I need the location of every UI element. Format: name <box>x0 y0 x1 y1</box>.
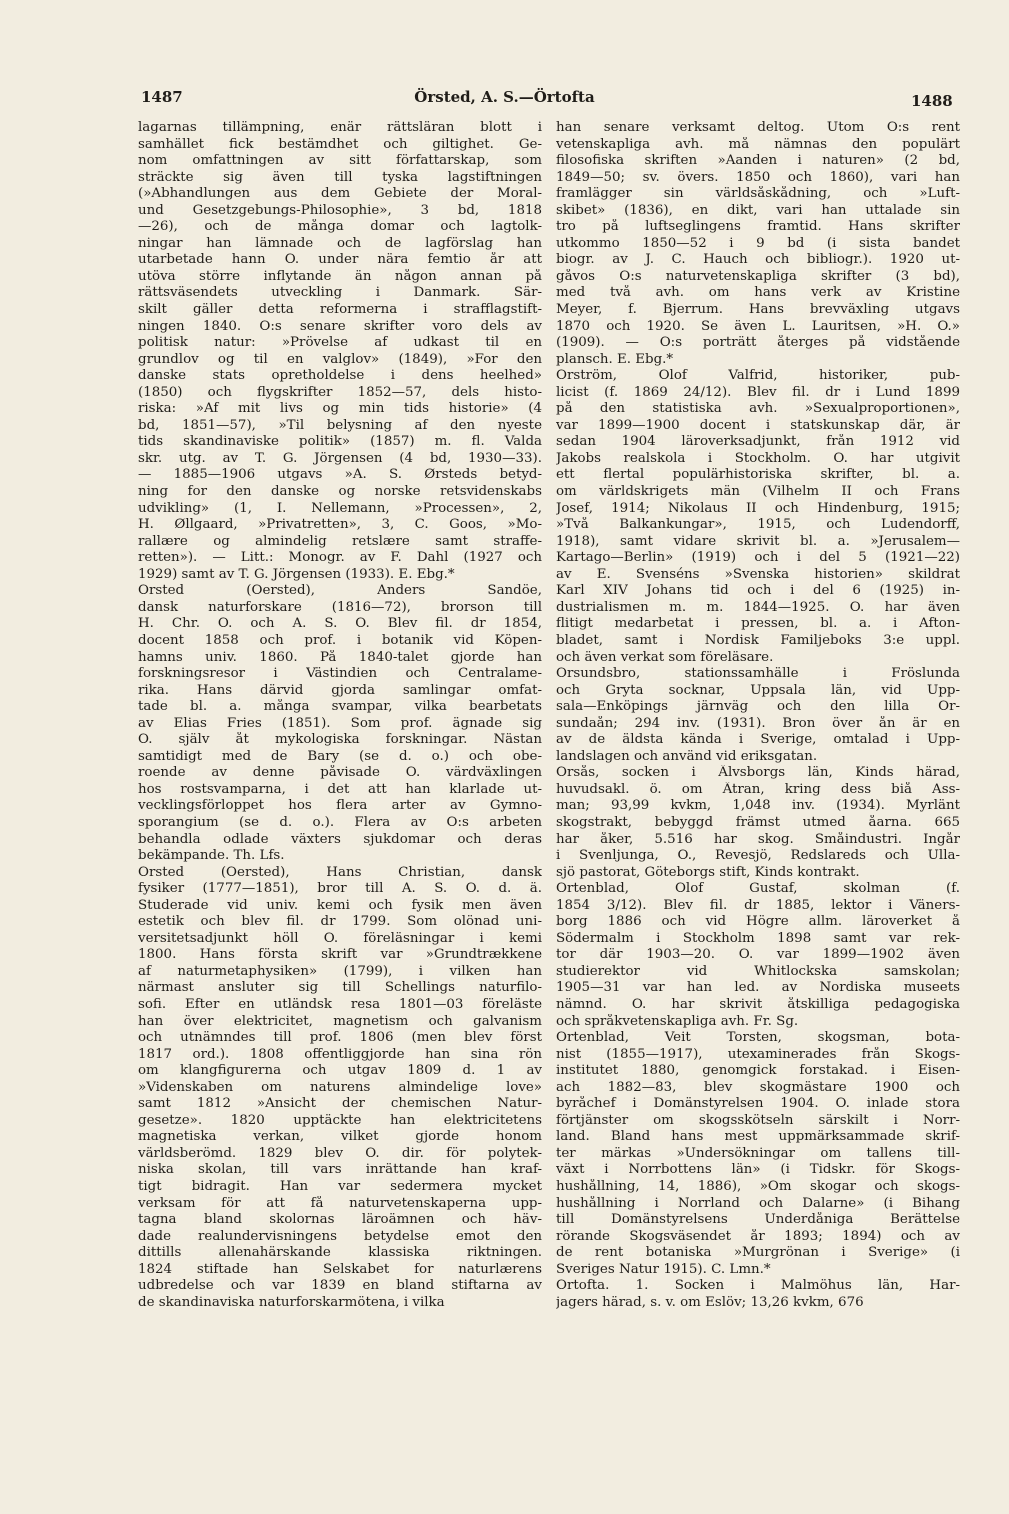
text-line: närmast ansluter sig till Schellings naturfilo- <box>138 980 542 996</box>
text-line: docent 1858 och prof. i botanik vid Köpen- <box>138 632 542 648</box>
text-line: vecklingsförloppet hos flera arter av Gymno- <box>138 798 542 814</box>
text-line: sala—Enköpings järnväg och den lilla Ör- <box>556 699 960 715</box>
text-line: Sveriges Natur 1915). C. Lmn.* <box>556 1261 771 1277</box>
text-line: 1817 ord.). 1808 offentliggjorde han sina rön <box>138 1046 542 1062</box>
text-line: växt i Norrbottens län» (i Tidskr. för Skogs- <box>556 1162 960 1178</box>
text-line: »Videnskaben om naturens almindelige love» <box>138 1079 542 1095</box>
text-line: han senare verksamt deltog. Utom Ö:s rent <box>556 120 960 135</box>
text-line: land. Bland hans mest uppmärksammade skrif- <box>556 1129 960 1145</box>
text-line: Örsundsbro, stationssamhälle i Fröslunda <box>556 666 960 682</box>
text-line: 1854 3/12). Blev fil. dr 1885, lektor i Väners- <box>556 897 960 913</box>
text-line: biogr. av J. C. Hauch och bibliogr.). 1920 ut- <box>556 252 960 268</box>
text-line: 1870 och 1920. Se även L. Lauritsen, »H. Ö.» <box>556 318 960 334</box>
text-line: Örström, Olof Valfrid, historiker, pub- <box>556 368 960 384</box>
page-number-left: 1487 <box>141 88 183 106</box>
text-line: ning for den danske og norske retsvidenskabs <box>138 484 542 500</box>
text-line: bladet, samt i Nordisk Familjeboks 3:e uppl. <box>556 632 960 648</box>
text-line: lagarnas tillämpning, enär rättsläran blott i <box>138 120 542 135</box>
text-line: (1850) och flygskrifter 1852—57, dels histo- <box>138 384 542 400</box>
text-line: udvikling» (1, I. Nellemann, »Processen», 2, <box>138 500 542 516</box>
text-line: de rent botaniska »Murgrönan i Sverige» (i <box>556 1245 960 1261</box>
text-line: 1849—50; sv. övers. 1850 och 1860), vari han <box>556 169 960 185</box>
text-line: byråchef i Domänstyrelsen 1904. Ö. inlade stora <box>556 1096 960 1112</box>
text-line: nom omfattningen av sitt författarskap, som <box>138 153 542 169</box>
text-line: tids skandinaviske politik» (1857) m. fl. Valda <box>138 434 542 450</box>
text-line: och även verkat som föreläsare. <box>556 649 774 665</box>
text-line: världsberömd. 1829 blev Ö. dir. för polytek- <box>138 1145 542 1161</box>
text-line: Studerade vid univ. kemi och fysik men även <box>138 897 542 913</box>
text-line: jagers härad, s. v. om Eslöv; 13,26 kvkm, 676 <box>556 1294 864 1310</box>
text-line: utöva större inflytande än någon annan på <box>138 268 542 284</box>
text-line: grundlov og til en valglov» (1849), »For den <box>138 351 542 367</box>
text-line: till Domänstyrelsens Underdåniga Berättelse <box>556 1212 960 1228</box>
running-title: Örsted, A. S.—Örtofta <box>414 88 595 106</box>
text-line: av Elias Fries (1851). Som prof. ägnade sig <box>138 715 542 731</box>
text-line: retten»). — Litt.: Monogr. av F. Dahl (1927 och <box>138 550 542 566</box>
text-line: rättsväsendets utveckling i Danmark. Sär- <box>138 285 542 301</box>
text-line: Ö. själv åt mykologiska forskningar. Nästan <box>138 732 542 748</box>
text-line: huvudsakl. ö. om Ätran, kring dess biå Ass- <box>556 781 960 797</box>
text-line: av de äldsta kända i Sverige, omtalad i Upp- <box>556 732 960 748</box>
text-line: »Två Balkankungar», 1915, och Ludendorff, <box>556 517 960 533</box>
text-line: institutet 1880, genomgick forstakad. i Eisen- <box>556 1063 960 1079</box>
text-line: tor där 1903—20. Ö. var 1899—1902 även <box>556 947 960 963</box>
text-line: och utnämndes till prof. 1806 (men blev först <box>138 1030 542 1046</box>
text-line: danske stats opretholdelse i dens heelhed» <box>138 368 542 384</box>
text-line: gesetze». 1820 upptäckte han elektricitetens <box>138 1112 542 1128</box>
text-line: politisk natur: »Prövelse af udkast til en <box>138 335 542 351</box>
text-line: Karl XIV Johans tid och i del 6 (1925) in- <box>556 583 960 599</box>
text-line: dansk naturforskare (1816—72), brorson till <box>138 599 542 615</box>
text-line: ter märkas »Undersökningar om tallens till- <box>556 1145 960 1161</box>
text-line: Örsted (Oersted), Hans Christian, dansk <box>138 864 542 880</box>
text-line: roende av denne påvisade Ö. värdväxlingen <box>138 765 542 781</box>
text-line: 1800. Hans första skrift var »Grundtrækkene <box>138 947 542 963</box>
text-line: magnetiska verkan, vilket gjorde honom <box>138 1129 542 1145</box>
text-line: 1905—31 var han led. av Nordiska museets <box>556 980 960 996</box>
text-line: rörande Skogsväsendet år 1893; 1894) och av <box>556 1228 960 1244</box>
text-line: ningar han lämnade och de lagförslag han <box>138 235 542 251</box>
text-line: Södermalm i Stockholm 1898 samt var rek- <box>556 930 960 946</box>
text-line: Örtofta. 1. Socken i Malmöhus län, Har- <box>556 1278 960 1294</box>
text-line: plansch. E. Ebg.* <box>556 351 674 367</box>
text-line: filosofiska skriften »Aanden i naturen» (2 bd, <box>556 153 960 169</box>
text-line: förtjänster om skogsskötseln särskilt i Norr- <box>556 1112 960 1128</box>
text-line: borg 1886 och vid Högre allm. läroverket å <box>556 914 960 930</box>
text-line: (»Abhandlungen aus dem Gebiete der Moral- <box>138 186 542 202</box>
text-line: har åker, 5.516 har skog. Småindustri. Ingår <box>556 831 960 847</box>
text-line: dade realundervisningens betydelse emot den <box>138 1228 542 1244</box>
text-line: Jakobs realskola i Stockholm. Ö. har utgivit <box>556 450 960 466</box>
text-line: versitetsadjunkt höll Ö. föreläsningar i kemi <box>138 930 542 946</box>
text-line: H. Chr. Ö. och A. S. Ö. Blev fil. dr 1854, <box>138 616 542 632</box>
text-line: af naturmetaphysiken» (1799), i vilken han <box>138 963 542 979</box>
text-line: man; 93,99 kvkm, 1,048 inv. (1934). Myrlänt <box>556 798 960 814</box>
text-line: sträckte sig även till tyska lagstiftningen <box>138 169 542 185</box>
text-line: sofi. Efter en utländsk resa 1801—03 föreläste <box>138 996 542 1012</box>
text-line: samt 1812 »Ansicht der chemischen Natur- <box>138 1096 542 1112</box>
text-line: Örtenblad, Olof Gustaf, skolman (f. <box>556 881 960 897</box>
text-line: tagna bland skolornas läroämnen och häv- <box>138 1212 542 1228</box>
text-line: skogstrakt, bebyggd främst utmed åarna. 665 <box>556 814 960 830</box>
text-line: skibet» (1836), en dikt, vari han uttalade sin <box>556 202 960 218</box>
text-line: och språkvetenskapliga avh. Fr. Sg. <box>556 1013 799 1029</box>
text-line: riska: »Af mit livs og min tids historie» (4 <box>138 401 542 417</box>
text-line: sporangium (se d. o.). Flera av Ö:s arbeten <box>138 814 542 830</box>
text-line: sundaån; 294 inv. (1931). Bron över ån är en <box>556 715 960 731</box>
text-line: utarbetade hann Ö. under nära femtio år att <box>138 252 542 268</box>
text-line: H. Øllgaard, »Privatretten», 3, C. Goos, »Mo- <box>138 517 542 533</box>
text-line: nist (1855—1917), utexaminerades från Skogs- <box>556 1046 960 1062</box>
text-line: verksam för att få naturvetenskaperna upp- <box>138 1195 542 1211</box>
text-line: hushållning i Norrland och Dalarne» (i Bihang <box>556 1195 960 1211</box>
text-line: Kartago—Berlin» (1919) och i del 5 (1921—22) <box>556 550 960 566</box>
text-line: Örsted (Oersted), Anders Sandöe, <box>138 583 542 599</box>
text-line: (1909). — Ö:s porträtt återges på vidstående <box>556 335 960 351</box>
text-line: hos rostsvamparna, i det att han klarlade ut- <box>138 781 542 797</box>
text-line: vetenskapliga avh. må nämnas den populärt <box>556 136 960 152</box>
text-line: flitigt medarbetat i pressen, bl. a. i Afton- <box>556 616 960 632</box>
text-line: dustrialismen m. m. 1844—1925. Ö. har även <box>556 599 960 615</box>
text-line: rika. Hans därvid gjorda samlingar omfat- <box>138 682 542 698</box>
text-line: skr. utg. av T. G. Jörgensen (4 bd, 1930—33). <box>138 450 542 466</box>
text-line: tro på luftseglingens framtid. Hans skrifter <box>556 219 960 235</box>
text-line: hamns univ. 1860. På 1840-talet gjorde han <box>138 649 542 665</box>
text-line: Örsås, socken i Älvsborgs län, Kinds härad, <box>556 765 960 781</box>
text-line: ach 1882—83, blev skogmästare 1900 och <box>556 1079 960 1095</box>
text-line: 1824 stiftade han Selskabet for naturlærens <box>138 1261 542 1277</box>
text-line: fysiker (1777—1851), bror till A. S. Ö. d. ä. <box>138 881 542 897</box>
text-line: tade bl. a. många svampar, vilka bearbetats <box>138 699 542 715</box>
text-line: skilt gäller detta reformerna i strafflagstift- <box>138 302 542 318</box>
right-column <box>556 120 960 1311</box>
text-line: 1918), samt vidare skrivit bl. a. »Jerusalem— <box>556 533 960 549</box>
text-line: rallære og almindelig retslære samt straffe- <box>138 533 542 549</box>
text-line: Örtenblad, Veit Torsten, skogsman, bota- <box>556 1030 960 1046</box>
text-line: udbredelse och var 1839 en bland stiftarna av <box>138 1278 542 1294</box>
text-line: sedan 1904 läroverksadjunkt, från 1912 vid <box>556 434 960 450</box>
text-line: sjö pastorat, Göteborgs stift, Kinds kontrakt. <box>556 864 860 880</box>
text-line: och Gryta socknar, Uppsala län, vid Upp- <box>556 682 960 698</box>
text-line: hushållning, 14, 1886), »Om skogar och skogs- <box>556 1179 960 1194</box>
text-line: Meyer, f. Bjerrum. Hans brevväxling utgavs <box>556 302 960 318</box>
page-header <box>0 88 1009 114</box>
text-line: om klangfigurerna och utgav 1809 d. 1 av <box>138 1063 542 1079</box>
text-line: framlägger sin världsåskådning, och »Luft- <box>556 186 960 202</box>
text-line: und Gesetzgebungs-Philosophie», 3 bd, 1818 <box>138 202 542 218</box>
text-line: Josef, 1914; Nikolaus II och Hindenburg, 1915; <box>556 500 960 516</box>
left-column <box>138 120 542 1311</box>
page-number-right: 1488 <box>911 92 953 110</box>
text-line: bekämpande. Th. Lfs. <box>138 848 285 864</box>
text-line: studierektor vid Whitlockska samskolan; <box>556 963 960 979</box>
text-line: behandla odlade växters sjukdomar och deras <box>138 831 542 847</box>
text-line: de skandinaviska naturforskarmötena, i vilka <box>138 1294 445 1310</box>
text-line: med två avh. om hans verk av Kristine <box>556 285 960 301</box>
text-line: —26), och de många domar och lagtolk- <box>138 219 542 235</box>
text-line: på den statistiska avh. »Sexualproportionen», <box>556 401 960 417</box>
text-line: ett flertal populärhistoriska skrifter, bl. a. <box>556 467 960 483</box>
text-line: — 1885—1906 utgavs »A. S. Ørsteds betyd- <box>138 467 542 483</box>
text-line: tigt bidragit. Han var sedermera mycket <box>138 1179 542 1194</box>
text-line: 1929) samt av T. G. Jörgensen (1933). E. Ebg.* <box>138 566 455 582</box>
text-line: om världskrigets män (Vilhelm II och Frans <box>556 484 960 500</box>
text-line: dittills allenahärskande klassiska riktningen. <box>138 1245 542 1261</box>
text-line: samtidigt med de Bary (se d. o.) och obe- <box>138 748 542 764</box>
text-line: niska skolan, till vars inrättande han kraf- <box>138 1162 542 1178</box>
text-line: bd, 1851—57), »Til belysning af den nyeste <box>138 417 542 433</box>
text-line: samhället fick bestämdhet och giltighet. Ge- <box>138 136 542 152</box>
text-line: nämnd. Ö. har skrivit åtskilliga pedagogiska <box>556 996 960 1012</box>
text-line: forskningsresor i Västindien och Centralame- <box>138 666 542 682</box>
text-line: i Svenljunga, Ö., Revesjö, Redslareds och Ulla- <box>556 848 960 864</box>
text-line: var 1899—1900 docent i statskunskap där, är <box>556 417 960 433</box>
text-line: av E. Svenséns »Svenska historien» skildrat <box>556 566 960 582</box>
text-line: gåvos Ö:s naturvetenskapliga skrifter (3 bd), <box>556 268 960 284</box>
text-line: ningen 1840. Ö:s senare skrifter voro dels av <box>138 318 542 334</box>
text-line: licist (f. 1869 24/12). Blev fil. dr i Lund 1899 <box>556 384 960 400</box>
text-line: landslagen och använd vid eriksgatan. <box>556 748 818 764</box>
text-line: utkommo 1850—52 i 9 bd (i sista bandet <box>556 235 960 251</box>
text-line: estetik och blev fil. dr 1799. Som olönad uni- <box>138 914 542 930</box>
text-line: han över elektricitet, magnetism och galvanism <box>138 1013 542 1029</box>
